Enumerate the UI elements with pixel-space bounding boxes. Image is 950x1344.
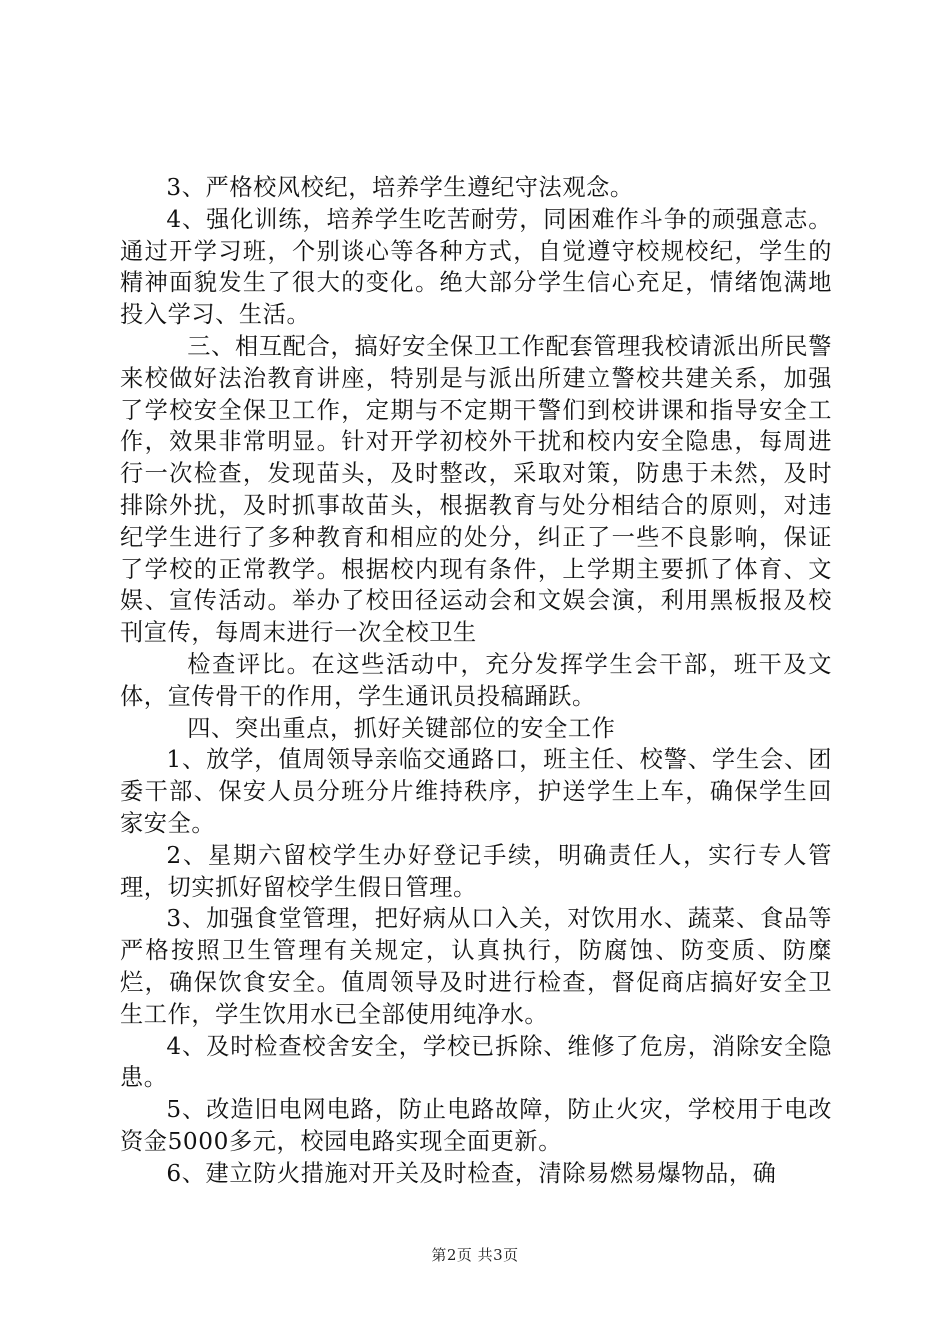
document-body: [120, 172, 832, 1190]
paragraph-inspection: 检查评比。在这些活动中，充分发挥学生会干部，班干及文体，宣传骨干的作用，学生通讯员投稿踊跃。: [120, 650, 832, 710]
paragraph-rule-4: 4、强化训练，培养学生吃苦耐劳，同困难作斗争的顽强意志。通过开学习班，个别谈心等各种方式，自觉遵守校规校纪，学生的精神面貌发生了很大的变化。绝大部分学生信心充足，情绪饱满地投入学习、生活。: [120, 205, 832, 329]
paragraph-item-5: 5、改造旧电网电路，防止电路故障，防止火灾，学校用于电改资金5000多元，校园电路实现全面更新。: [120, 1096, 832, 1155]
paragraph-item-3: 3、加强食堂管理，把好病从口入关，对饮用水、蔬菜、食品等严格按照卫生管理有关规定，认真执行，防腐蚀、防变质、防糜烂，确保饮食安全。值周领导及时进行检查，督促商店搞好安全卫生工作，学生饮用水已全部使用纯净水。: [120, 905, 832, 1028]
paragraph-item-1: 1、放学，值周领导亲临交通路口，班主任、校警、学生会、团委干部、保安人员分班分片维持秩序，护送学生上车，确保学生回家安全。: [120, 746, 832, 837]
paragraph-section-three: 三、相互配合，搞好安全保卫工作配套管理我校请派出所民警来校做好法治教育讲座，特别是与派出所建立警校共建关系，加强了学校安全保卫工作，定期与不定期干警们到校讲课和指导安全工作，效果非常明显。针对开学初校外干扰和校内安全隐患，每周进行一次检查，发现苗头，及时整改，采取对策，防患于未然，及时排除外扰，及时抓事故苗头，根据教育与处分相结合的原则，对违纪学生进行了多种教育和相应的处分，纠正了一些不良影响，保证了学校的正常教学。根据校内现有条件，上学期主要抓了体育、文娱、宣传活动。举办了校田径运动会和文娱会演，利用黑板报及校刊宣传，每周末进行一次全校卫生: [120, 332, 832, 647]
section-heading-four: 四、突出重点，抓好关键部位的安全工作: [187, 714, 616, 742]
paragraph-item-4: 4、及时检查校舍安全，学校已拆除、维修了危房，消除安全隐患。: [120, 1032, 832, 1092]
paragraph-rule-3: 3、严格校风校纪，培养学生遵纪守法观念。: [166, 174, 634, 201]
page-number-footer: 第2页 共3页: [431, 1246, 519, 1264]
paragraph-item-2: 2、星期六留校学生办好登记手续，明确责任人，实行专人管理，切实抓好留校学生假日管理。: [120, 841, 832, 901]
paragraph-item-6: 6、建立防火措施对开关及时检查，清除易燃易爆物品，确: [166, 1159, 777, 1187]
